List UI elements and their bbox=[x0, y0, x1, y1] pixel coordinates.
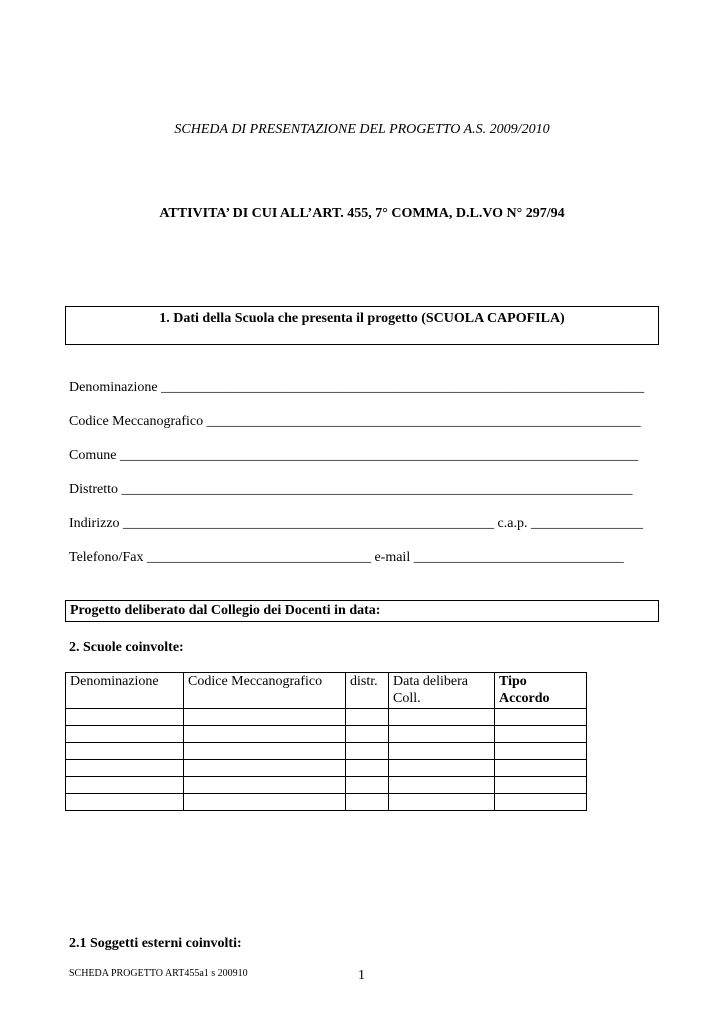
table-cell[interactable] bbox=[495, 760, 587, 777]
table-cell[interactable] bbox=[346, 794, 389, 811]
table-cell[interactable] bbox=[184, 709, 346, 726]
table-cell[interactable] bbox=[389, 743, 495, 760]
table-row bbox=[66, 743, 587, 760]
table-cell[interactable] bbox=[346, 709, 389, 726]
section2-heading: 2. Scuole coinvolte: bbox=[69, 640, 184, 655]
schools-table bbox=[65, 672, 587, 811]
field-codice-meccanografico: Codice Meccanografico ______________________________________________________________ bbox=[69, 414, 641, 429]
deliberation-box bbox=[65, 600, 659, 622]
section1-heading-box bbox=[65, 306, 659, 345]
table-cell[interactable] bbox=[495, 743, 587, 760]
table-cell[interactable] bbox=[184, 760, 346, 777]
table-row bbox=[66, 709, 587, 726]
field-indirizzo: Indirizzo _____________________________________________________ c.a.p. ________________ bbox=[69, 516, 643, 531]
table-cell[interactable] bbox=[495, 794, 587, 811]
table-header-row bbox=[66, 673, 587, 709]
table-cell[interactable] bbox=[66, 726, 184, 743]
document-subtitle: ATTIVITA’ DI CUI ALL’ART. 455, 7° COMMA, D.L.VO N° 297/94 bbox=[159, 206, 565, 221]
table-row bbox=[66, 760, 587, 777]
column-header-data-delibera: Data delibera Coll. bbox=[389, 673, 495, 709]
table-cell[interactable] bbox=[495, 709, 587, 726]
table-cell[interactable] bbox=[66, 743, 184, 760]
column-header-tipo-accordo: Tipo Accordo bbox=[495, 673, 587, 709]
footer-document-code: SCHEDA PROGETTO ART455a1 s 200910 bbox=[69, 968, 248, 979]
field-comune: Comune __________________________________________________________________________ bbox=[69, 448, 638, 463]
table-cell[interactable] bbox=[346, 743, 389, 760]
table-cell[interactable] bbox=[66, 794, 184, 811]
table-cell[interactable] bbox=[389, 709, 495, 726]
table-cell[interactable] bbox=[495, 726, 587, 743]
field-denominazione: Denominazione _____________________________________________________________________ bbox=[69, 380, 645, 395]
document-title: SCHEDA DI PRESENTAZIONE DEL PROGETTO A.S. 2009/2010 bbox=[174, 122, 550, 137]
table-row bbox=[66, 777, 587, 794]
field-distretto: Distretto _________________________________________________________________________ bbox=[69, 482, 633, 497]
table-row bbox=[66, 726, 587, 743]
table-cell[interactable] bbox=[495, 777, 587, 794]
table-cell[interactable] bbox=[66, 709, 184, 726]
field-telefono-email: Telefono/Fax ________________________________ e-mail ______________________________ bbox=[69, 550, 624, 565]
table-cell[interactable] bbox=[389, 726, 495, 743]
section1-heading: 1. Dati della Scuola che presenta il progetto (SCUOLA CAPOFILA) bbox=[159, 311, 565, 326]
column-header-codice: Codice Meccanografico bbox=[184, 673, 346, 709]
table-cell[interactable] bbox=[66, 760, 184, 777]
table-cell[interactable] bbox=[389, 794, 495, 811]
table-cell[interactable] bbox=[389, 760, 495, 777]
table-cell[interactable] bbox=[184, 743, 346, 760]
page-number: 1 bbox=[358, 968, 365, 983]
table-row bbox=[66, 794, 587, 811]
table-cell[interactable] bbox=[346, 777, 389, 794]
column-header-denominazione: Denominazione bbox=[66, 673, 184, 709]
table-cell[interactable] bbox=[346, 726, 389, 743]
section21-heading: 2.1 Soggetti esterni coinvolti: bbox=[69, 936, 242, 951]
table-cell[interactable] bbox=[346, 760, 389, 777]
table-cell[interactable] bbox=[184, 726, 346, 743]
table-cell[interactable] bbox=[184, 794, 346, 811]
column-header-distr: distr. bbox=[346, 673, 389, 709]
table-cell[interactable] bbox=[66, 777, 184, 794]
deliberation-label: Progetto deliberato dal Collegio dei Docenti in data: bbox=[70, 603, 381, 618]
table-cell[interactable] bbox=[389, 777, 495, 794]
table-cell[interactable] bbox=[184, 777, 346, 794]
